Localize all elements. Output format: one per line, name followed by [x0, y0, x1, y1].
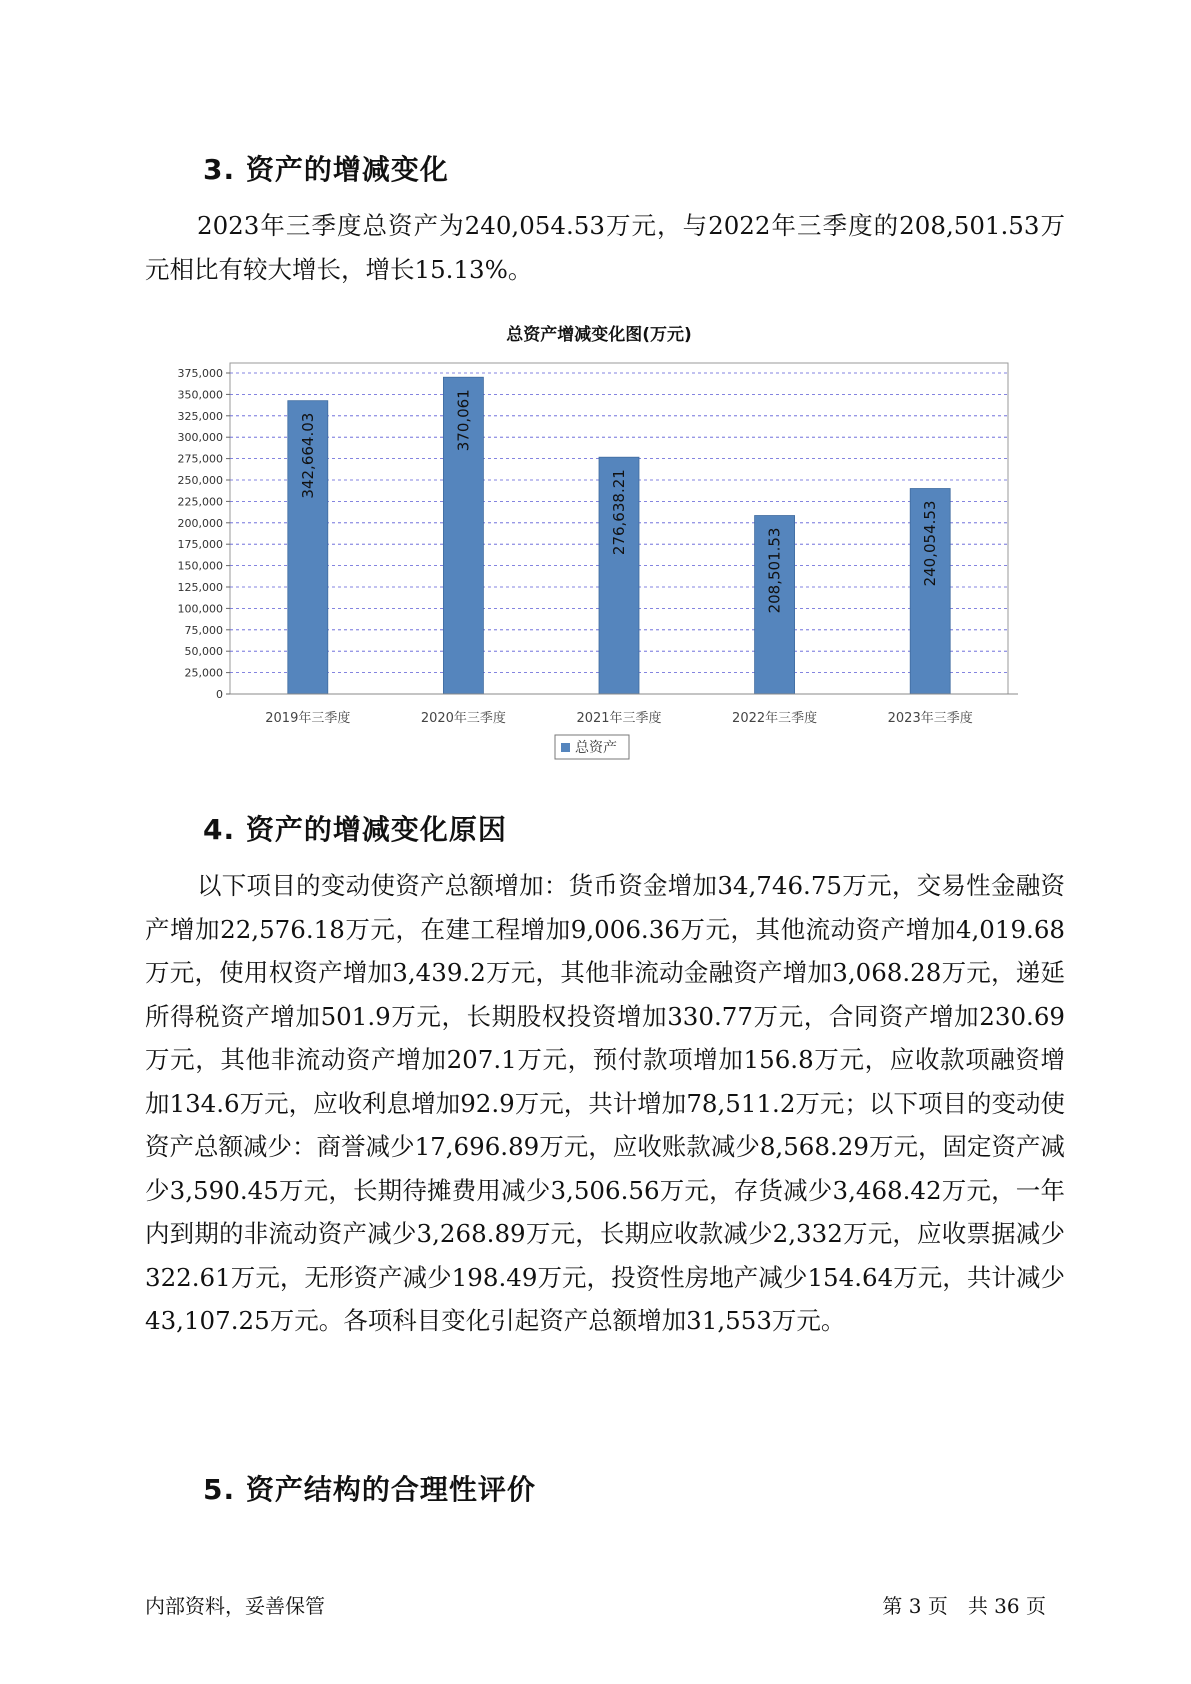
- chart-title: 总资产增减变化图(万元): [506, 325, 692, 345]
- chart-svg: [150, 318, 1020, 778]
- y-tick-label: 150,000: [177, 559, 223, 573]
- x-tick-label: 2019年三季度: [265, 711, 351, 726]
- legend-label: 总资产: [575, 740, 617, 756]
- y-tick-label: 25,000: [184, 666, 223, 680]
- y-tick-label: 50,000: [184, 645, 223, 659]
- total-assets-chart: [150, 318, 1020, 778]
- x-tick-label: 2020年三季度: [420, 711, 506, 726]
- y-tick-label: 225,000: [177, 495, 223, 509]
- y-tick-label: 350,000: [177, 388, 223, 402]
- bar-value-label: 342,664.03: [298, 412, 317, 499]
- bar-value-label: 276,638.21: [610, 469, 628, 556]
- bar-value-label: 208,501.53: [765, 527, 784, 614]
- y-tick-label: 375,000: [177, 367, 223, 380]
- y-tick-label: 100,000: [177, 602, 223, 616]
- x-tick-label: 2021年三季度: [576, 711, 662, 726]
- y-tick-label: 250,000: [177, 474, 223, 487]
- footer-page-number: 第 3 页 共 36 页: [882, 1594, 1046, 1618]
- x-tick-label: 2023年三季度: [887, 711, 973, 726]
- y-tick-label: 75,000: [184, 623, 223, 637]
- y-tick-label: 125,000: [177, 581, 223, 594]
- bar-value-label: 370,061: [454, 389, 473, 452]
- section-4-paragraph: 以下项目的变动使资产总额增加：货币资金增加34,746.75万元，交易性金融资产增加22,576.18万元，在建工程增加9,006.36万元，其他流动资产增加4,019.68万元，使用权资产增加3,439.2万元，其他非流动金融资产增加3,068.28万元，递延所得税资产增加501.9万元，长期股权投资增加330.77万元，合同资产增加230.69万元，其他非流动资产增加207.1万元，预付款项增加156.8万元，应收款项融资增加134.6万元，应收利息增加92.9万元，共计增加78,511.2万元；以下项目的变动使资产总额减少：商誉减少17,696.89万元，应收账款减少8,568.29万元，固定资产减少3,590.45万元，长期待摊费用减少3,506.56万元，存货减少3,468.42万元，一年内到期的非流动资产减少3,268.89万元，长期应收款减少2,332万元，应收票据减少322.61万元，无形资产减少198.49万元，投资性房地产减少154.64万元，共计减少43,107.25万元。各项科目变化引起资产总额增加31,553万元。: [145, 871, 1065, 1335]
- y-tick-label: 175,000: [177, 538, 223, 552]
- bar-value-label: 240,054.53: [921, 500, 940, 587]
- section-4-heading: 4. 资产的增减变化原因: [203, 813, 507, 846]
- footer-confidential-note: 内部资料，妥善保管: [145, 1594, 325, 1618]
- legend-swatch: [561, 743, 570, 752]
- x-tick-label: 2022年三季度: [732, 711, 818, 726]
- section-3-paragraph: 2023年三季度总资产为240,054.53万元，与2022年三季度的208,501.53万元相比有较大增长，增长15.13%。: [145, 211, 1065, 284]
- section-3-heading: 3. 资产的增减变化: [203, 153, 449, 186]
- y-tick-label: 300,000: [177, 431, 223, 445]
- y-tick-label: 0: [216, 688, 223, 701]
- y-tick-label: 275,000: [177, 452, 223, 466]
- y-tick-label: 325,000: [177, 409, 223, 423]
- y-tick-label: 200,000: [177, 516, 223, 530]
- section-5-heading: 5. 资产结构的合理性评价: [203, 1473, 536, 1506]
